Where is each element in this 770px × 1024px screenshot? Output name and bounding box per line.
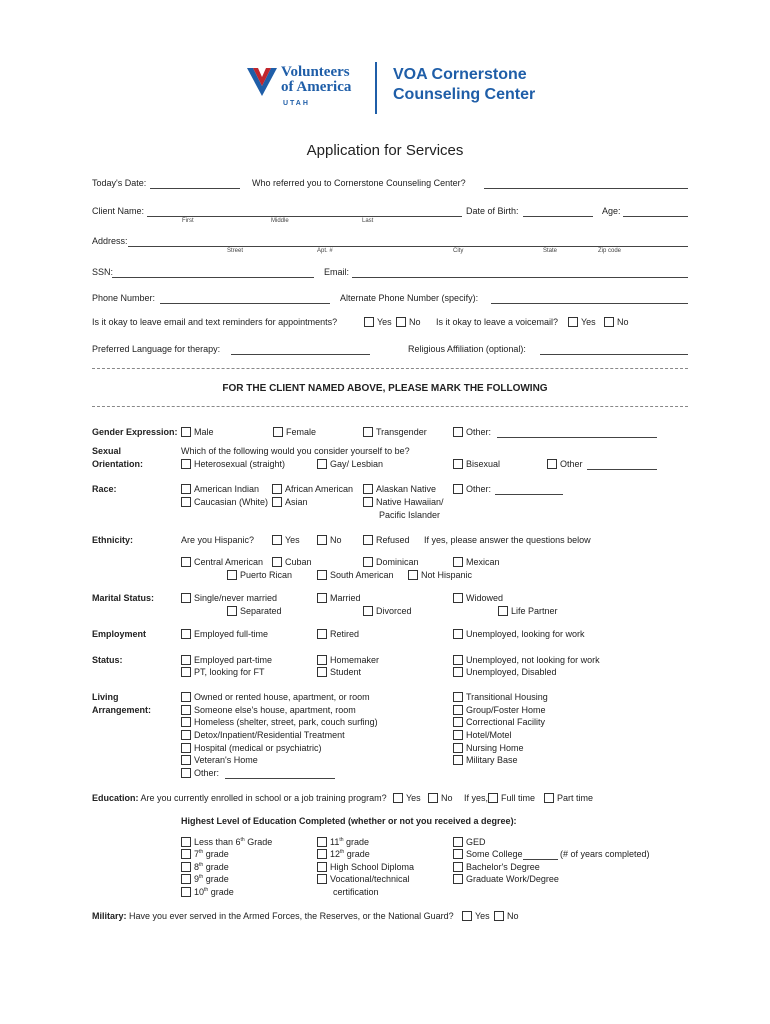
gender-label: Gender Expression: (92, 427, 178, 437)
logo-divider (375, 62, 377, 114)
orientation-other-label: Other (560, 459, 583, 469)
age-field[interactable] (623, 216, 688, 217)
email-reminder-yes-checkbox[interactable] (364, 317, 374, 327)
edu-g12-suffix: grade (346, 849, 370, 859)
employment-pt-looking-checkbox[interactable] (181, 667, 191, 677)
email-reminder-question: Is it okay to leave email and text reminders for appointments? (92, 317, 338, 327)
address-label: Address: (92, 236, 128, 246)
ethnicity-south-american-label: South American (330, 570, 394, 580)
ethnicity-mexican-checkbox[interactable] (453, 557, 463, 567)
referred-by-label: Who referred you to Cornerstone Counseling Center? (252, 178, 466, 188)
gender-transgender-label: Transgender (376, 427, 427, 437)
orientation-other-checkbox[interactable] (547, 459, 557, 469)
address-field[interactable] (128, 246, 688, 247)
living-option-label: Detox/Inpatient/Residential Treatment (194, 730, 345, 740)
edu-graduate-checkbox[interactable] (453, 874, 463, 884)
ethnicity-south-american-checkbox[interactable] (317, 570, 327, 580)
client-name-field[interactable] (147, 216, 462, 217)
ethnicity-cuban-checkbox[interactable] (272, 557, 282, 567)
religion-label: Religious Affiliation (optional): (408, 344, 526, 354)
city-caption: City (453, 248, 464, 254)
living-label-line1: Living (92, 692, 119, 702)
email-field[interactable] (352, 277, 688, 278)
edu-less6-label: Less than 6 (194, 837, 241, 847)
edu-g12-checkbox[interactable] (317, 849, 327, 859)
race-caucasian-label: Caucasian (White) (194, 497, 269, 507)
marital-life-partner-label: Life Partner (511, 606, 558, 616)
race-other-field[interactable] (495, 494, 563, 495)
edu-g10-label: 10 (194, 887, 205, 897)
marital-divorced-checkbox[interactable] (363, 606, 373, 616)
living-option-label: Military Base (466, 755, 518, 765)
living-other-field[interactable] (225, 778, 335, 779)
email-reminder-yes-label: Yes (377, 317, 392, 327)
edu-g8-sup: th (199, 862, 204, 868)
org-name-line1: Volunteers (281, 64, 350, 80)
apt-caption: Apt. # (317, 248, 333, 254)
edu-vocational-checkbox[interactable] (317, 874, 327, 884)
phone-label: Phone Number: (92, 293, 156, 303)
referred-by-field[interactable] (484, 188, 688, 189)
alt-phone-field[interactable] (491, 303, 688, 304)
edu-hs-label: High School Diploma (330, 862, 415, 872)
employment-disabled-checkbox[interactable] (453, 667, 463, 677)
ssn-label: SSN: (92, 267, 114, 277)
email-reminder-no-checkbox[interactable] (396, 317, 406, 327)
employment-homemaker-checkbox[interactable] (317, 655, 327, 665)
gender-female-label: Female (286, 427, 317, 437)
employment-part-time-label: Employed part-time (194, 655, 273, 665)
education-label: Education: (92, 793, 139, 803)
living-option-checkbox[interactable] (181, 692, 191, 702)
living-option-label: Veteran's Home (194, 755, 258, 765)
orientation-bisexual-label: Bisexual (466, 459, 501, 469)
logo (245, 62, 545, 117)
gender-other-checkbox[interactable] (453, 427, 463, 437)
hispanic-no-checkbox[interactable] (317, 535, 327, 545)
religion-field[interactable] (540, 354, 688, 355)
orientation-other-field[interactable] (587, 469, 657, 470)
language-field[interactable] (231, 354, 370, 355)
military-yes-checkbox[interactable] (462, 911, 472, 921)
page-title: Application for Services (306, 142, 464, 159)
marital-widowed-label: Widowed (466, 593, 504, 603)
education-part-time-checkbox[interactable] (544, 793, 554, 803)
edu-bachelor-checkbox[interactable] (453, 862, 463, 872)
race-alaskan-checkbox[interactable] (363, 484, 373, 494)
edu-g11-checkbox[interactable] (317, 837, 327, 847)
edu-hs-checkbox[interactable] (317, 862, 327, 872)
ethnicity-central-american-label: Central American (194, 557, 264, 567)
gender-male-label: Male (194, 427, 214, 437)
employment-homemaker-label: Homemaker (330, 655, 380, 665)
section-heading: FOR THE CLIENT NAMED ABOVE, PLEASE MARK THE FOLLOWING (222, 383, 548, 394)
org-name-line2: of America (281, 79, 352, 95)
employment-retired-checkbox[interactable] (317, 629, 327, 639)
edu-less6-checkbox[interactable] (181, 837, 191, 847)
employment-label-line1: Employment (92, 629, 147, 639)
employment-student-label: Student (330, 667, 362, 677)
employment-full-time-label: Employed full-time (194, 629, 269, 639)
living-option-label: Homeless (shelter, street, park, couch surfing) (194, 717, 378, 727)
edu-g7-checkbox[interactable] (181, 849, 191, 859)
marital-married-checkbox[interactable] (317, 593, 327, 603)
orientation-label-line1: Sexual (92, 446, 122, 456)
race-hawaiian-checkbox[interactable] (363, 497, 373, 507)
employment-unemployed-not-label: Unemployed, not looking for work (466, 655, 600, 665)
edu-g9-suffix: grade (205, 874, 229, 884)
phone-field[interactable] (160, 303, 330, 304)
employment-disabled-label: Unemployed, Disabled (466, 667, 557, 677)
edu-college-years-field[interactable] (523, 859, 558, 860)
edu-less6-sup: th (240, 837, 245, 843)
hispanic-refused-label: Refused (376, 535, 410, 545)
edu-g7-sup: th (199, 849, 204, 855)
employment-retired-label: Retired (330, 629, 360, 639)
race-american-indian-label: American Indian (194, 484, 260, 494)
voicemail-yes-label: Yes (581, 317, 596, 327)
hispanic-no-label: No (330, 535, 342, 545)
ethnicity-puerto-rican-checkbox[interactable] (227, 570, 237, 580)
ethnicity-not-hispanic-label: Not Hispanic (421, 570, 473, 580)
edu-less6-suffix: Grade (247, 837, 273, 847)
edu-some-college-checkbox[interactable] (453, 849, 463, 859)
education-full-time-label: Full time (501, 793, 536, 803)
living-option-label: Hotel/Motel (466, 730, 512, 740)
living-option-label: Someone else's house, apartment, room (194, 705, 356, 715)
ethnicity-dominican-label: Dominican (376, 557, 419, 567)
living-option-label: Other: (194, 768, 220, 778)
alt-phone-label: Alternate Phone Number (specify): (340, 293, 479, 303)
living-option-checkbox[interactable] (181, 755, 191, 765)
language-label: Preferred Language for therapy: (92, 344, 221, 354)
edu-g9-label: 9 (194, 874, 200, 884)
state-caption: State (543, 248, 558, 254)
hispanic-note: If yes, please answer the questions below (424, 535, 591, 545)
marital-married-label: Married (330, 593, 361, 603)
age-label: Age: (602, 206, 621, 216)
center-name-line2: Counseling Center (393, 86, 536, 103)
living-option-checkbox[interactable] (453, 692, 463, 702)
education-enrolled-no-checkbox[interactable] (428, 793, 438, 803)
voicemail-question: Is it okay to leave a voicemail? (436, 317, 559, 327)
living-option-checkbox[interactable] (453, 755, 463, 765)
divider (92, 406, 688, 407)
first-name-caption: First (182, 218, 194, 224)
client-name-label: Client Name: (92, 206, 145, 216)
orientation-question: Which of the following would you consider yourself to be? (181, 446, 410, 456)
dob-label: Date of Birth: (466, 206, 519, 216)
employment-student-checkbox[interactable] (317, 667, 327, 677)
hispanic-yes-checkbox[interactable] (272, 535, 282, 545)
street-caption: Street (227, 248, 244, 254)
race-african-american-label: African American (285, 484, 354, 494)
marital-single-label: Single/never married (194, 593, 278, 603)
edu-g9-sup: th (199, 874, 204, 880)
edu-g8-label: 8 (194, 862, 200, 872)
ethnicity-not-hispanic-checkbox[interactable] (408, 570, 418, 580)
employment-unemployed-not-checkbox[interactable] (453, 655, 463, 665)
marital-separated-label: Separated (240, 606, 282, 616)
education-question: Are you currently enrolled in school or a job training program? (140, 793, 387, 803)
gender-male-checkbox[interactable] (181, 427, 191, 437)
race-other-checkbox[interactable] (453, 484, 463, 494)
edu-graduate-label: Graduate Work/Degree (466, 874, 559, 884)
gender-other-label: Other: (466, 427, 492, 437)
ethnicity-central-american-checkbox[interactable] (181, 557, 191, 567)
living-option-label: Hospital (medical or psychiatric) (194, 743, 322, 753)
education-full-time-checkbox[interactable] (488, 793, 498, 803)
living-option-label: Owned or rented house, apartment, or room (194, 692, 370, 702)
orientation-hetero-label: Heterosexual (straight) (194, 459, 286, 469)
race-caucasian-checkbox[interactable] (181, 497, 191, 507)
marital-widowed-checkbox[interactable] (453, 593, 463, 603)
edu-g10-suffix: grade (210, 887, 234, 897)
edu-bachelor-label: Bachelor's Degree (466, 862, 540, 872)
ethnicity-cuban-label: Cuban (285, 557, 312, 567)
edu-g9-checkbox[interactable] (181, 874, 191, 884)
living-option-checkbox[interactable] (181, 743, 191, 753)
edu-vocational-label: Vocational/technical (330, 874, 410, 884)
edu-g11-label: 11 (330, 837, 340, 847)
race-other-label: Other: (466, 484, 492, 494)
edu-g10-sup: th (204, 887, 209, 893)
edu-g12-sup: th (340, 849, 345, 855)
employment-pt-looking-label: PT, looking for FT (194, 667, 265, 677)
hispanic-refused-checkbox[interactable] (363, 535, 373, 545)
education-enrolled-yes-label: Yes (406, 793, 421, 803)
living-option-checkbox[interactable] (453, 730, 463, 740)
education-part-time-label: Part time (557, 793, 594, 803)
voicemail-no-label: No (617, 317, 629, 327)
gender-other-field[interactable] (497, 437, 657, 438)
orientation-bisexual-checkbox[interactable] (453, 459, 463, 469)
hispanic-yes-label: Yes (285, 535, 300, 545)
education-enrolled-no-label: No (441, 793, 453, 803)
highest-education-heading: Highest Level of Education Completed (whether or not you received a degree): (181, 816, 517, 826)
living-option-checkbox[interactable] (453, 743, 463, 753)
living-option-checkbox[interactable] (181, 768, 191, 778)
edu-ged-label: GED (466, 837, 486, 847)
edu-ged-checkbox[interactable] (453, 837, 463, 847)
military-no-label: No (507, 911, 519, 921)
race-asian-checkbox[interactable] (272, 497, 282, 507)
race-hawaiian-label-line2: Pacific Islander (379, 510, 441, 520)
voicemail-no-checkbox[interactable] (604, 317, 614, 327)
todays-date-field[interactable] (150, 188, 240, 189)
edu-g7-label: 7 (194, 849, 200, 859)
employment-unemployed-looking-checkbox[interactable] (453, 629, 463, 639)
race-asian-label: Asian (285, 497, 308, 507)
military-no-checkbox[interactable] (494, 911, 504, 921)
education-if-yes: If yes, (464, 793, 489, 803)
voicemail-yes-checkbox[interactable] (568, 317, 578, 327)
orientation-gay-checkbox[interactable] (317, 459, 327, 469)
military-yes-label: Yes (475, 911, 490, 921)
race-hawaiian-label: Native Hawaiian/ (376, 497, 444, 507)
employment-full-time-checkbox[interactable] (181, 629, 191, 639)
orientation-label-line2: Orientation: (92, 459, 143, 469)
email-reminder-no-label: No (409, 317, 421, 327)
email-label: Email: (324, 267, 350, 277)
edu-g8-checkbox[interactable] (181, 862, 191, 872)
employment-part-time-checkbox[interactable] (181, 655, 191, 665)
living-option-checkbox[interactable] (181, 717, 191, 727)
ethnicity-puerto-rican-label: Puerto Rican (240, 570, 293, 580)
middle-name-caption: Middle (271, 218, 289, 224)
edu-g12-label: 12 (330, 849, 341, 859)
ssn-field[interactable] (112, 277, 314, 278)
edu-vocational-label-line2: certification (333, 887, 379, 897)
living-option-label: Correctional Facility (466, 717, 546, 727)
education-enrolled-yes-checkbox[interactable] (393, 793, 403, 803)
dob-field[interactable] (523, 216, 593, 217)
living-option-checkbox[interactable] (181, 705, 191, 715)
divider (92, 368, 688, 369)
employment-label-line2: Status: (92, 655, 123, 665)
ethnicity-mexican-label: Mexican (466, 557, 500, 567)
ethnicity-label: Ethnicity: (92, 535, 134, 545)
living-option-label: Transitional Housing (466, 692, 548, 702)
living-option-checkbox[interactable] (453, 705, 463, 715)
marital-separated-checkbox[interactable] (227, 606, 237, 616)
race-alaskan-label: Alaskan Native (376, 484, 437, 494)
orientation-gay-label: Gay/ Lesbian (330, 459, 384, 469)
military-label: Military: (92, 911, 127, 921)
military-question: Have you ever served in the Armed Forces, the Reserves, or the National Guard? (129, 911, 454, 921)
living-label-line2: Arrangement: (92, 705, 152, 715)
living-option-label: Group/Foster Home (466, 705, 546, 715)
voa-shield-icon (245, 64, 279, 98)
race-american-indian-checkbox[interactable] (181, 484, 191, 494)
edu-years-note: (# of years completed) (560, 849, 650, 859)
gender-female-checkbox[interactable] (273, 427, 283, 437)
marital-divorced-label: Divorced (376, 606, 412, 616)
edu-g11-suffix: grade (346, 837, 370, 847)
employment-unemployed-looking-label: Unemployed, looking for work (466, 629, 585, 639)
edu-g8-suffix: grade (205, 862, 229, 872)
edu-g7-suffix: grade (205, 849, 229, 859)
todays-date-label: Today's Date: (92, 178, 147, 188)
race-african-american-checkbox[interactable] (272, 484, 282, 494)
living-option-checkbox[interactable] (181, 730, 191, 740)
center-name-line1: VOA Cornerstone (393, 66, 527, 83)
zip-caption: Zip code (598, 248, 622, 254)
edu-g10-checkbox[interactable] (181, 887, 191, 897)
hispanic-question: Are you Hispanic? (181, 535, 255, 545)
marital-label: Marital Status: (92, 593, 155, 603)
living-option-checkbox[interactable] (453, 717, 463, 727)
marital-single-checkbox[interactable] (181, 593, 191, 603)
orientation-hetero-checkbox[interactable] (181, 459, 191, 469)
ethnicity-dominican-checkbox[interactable] (363, 557, 373, 567)
living-option-label: Nursing Home (466, 743, 524, 753)
gender-transgender-checkbox[interactable] (363, 427, 373, 437)
last-name-caption: Last (362, 218, 374, 224)
race-label: Race: (92, 484, 117, 494)
edu-g11-sup: th (339, 837, 344, 843)
marital-life-partner-checkbox[interactable] (498, 606, 508, 616)
edu-some-college-label: Some College (466, 849, 523, 859)
org-state: UTAH (283, 100, 310, 107)
